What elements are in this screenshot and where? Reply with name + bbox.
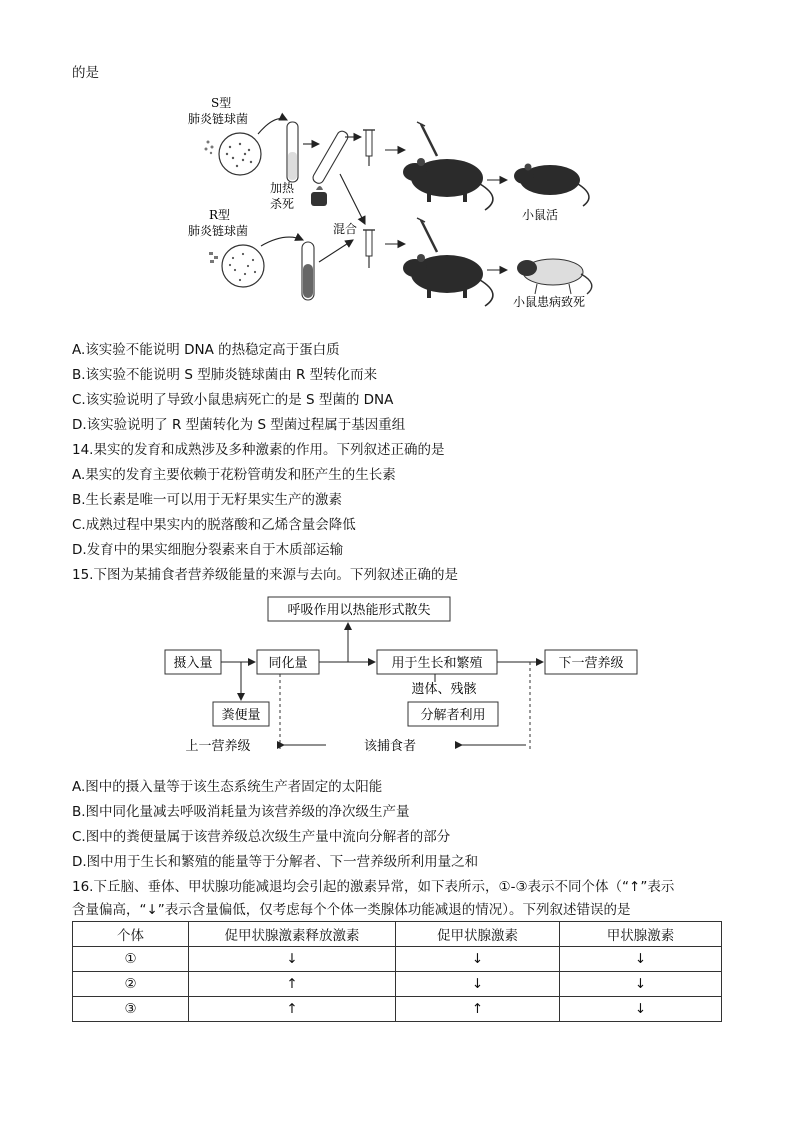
mix-label: 混合 xyxy=(333,222,358,236)
arrow-to-r-tube xyxy=(261,237,303,246)
s-strain-label-2: 肺炎链球菌 xyxy=(188,112,249,126)
q14-stem: 14.果实的发育和成熟涉及多种激素的作用。下列叙述正确的是 xyxy=(72,442,445,458)
table-header-row xyxy=(73,922,722,947)
q15-option-d: D.图中用于生长和繁殖的能量等于分解者、下一营养级所利用量之和 xyxy=(72,854,479,870)
syringe-1-icon xyxy=(363,130,375,166)
table-cell: ↓ xyxy=(560,997,722,1022)
heated-tube xyxy=(311,129,350,185)
q15-option-b: B.图中同化量减去呼吸消耗量为该营养级的净次级生产量 xyxy=(72,804,410,820)
s-colony-icon xyxy=(205,141,214,155)
q14-option-a: A.果实的发育主要依赖于花粉管萌发和胚产生的生长素 xyxy=(72,467,396,483)
mouse-2-icon xyxy=(403,254,493,306)
s-strain-label-1: S型 xyxy=(211,96,232,110)
table-row xyxy=(73,972,722,997)
table-cell: ↓ xyxy=(560,972,722,997)
r-strain-petri-dish xyxy=(222,245,264,287)
arrow-r-to-mix xyxy=(319,240,353,262)
heat-label-1: 加热 xyxy=(270,181,295,195)
q13-option-a: A.该实验不能说明 DNA 的热稳定高于蛋白质 xyxy=(72,342,340,358)
intake-label: 摄入量 xyxy=(173,656,213,671)
next-level-label: 下一营养级 xyxy=(558,656,624,671)
growth-box xyxy=(377,650,497,674)
table-header-cell: 促甲状腺激素 xyxy=(396,922,560,947)
feces-label: 粪便量 xyxy=(221,708,261,723)
q15-stem: 15.下图为某捕食者营养级能量的来源与去向。下列叙述正确的是 xyxy=(72,567,458,583)
r-culture-tube xyxy=(302,242,314,300)
table-cell: ↑ xyxy=(189,997,396,1022)
q13-option-c: C.该实验说明了导致小鼠患病死亡的是 S 型菌的 DNA xyxy=(72,392,394,408)
feces-box xyxy=(213,702,269,726)
syringe-2-icon xyxy=(363,230,375,268)
alive-mouse-icon xyxy=(514,164,589,207)
table-cell: ↓ xyxy=(560,947,722,972)
r-strain-label-1: R型 xyxy=(209,208,231,222)
respiration-box xyxy=(268,597,450,621)
table-row xyxy=(73,997,722,1022)
assimilation-box xyxy=(257,650,319,674)
table-cell: ↑ xyxy=(189,972,396,997)
heat-label-2: 杀死 xyxy=(270,197,295,211)
decomposer-label: 分解者利用 xyxy=(420,708,486,723)
table-header-cell: 甲状腺激素 xyxy=(560,922,722,947)
q16-stem-line-2: 含量偏高，“↓”表示含量偏低，仅考虑每个个体一类腺体功能减退的情况）。下列叙述错误的是 xyxy=(72,902,631,918)
table-header-cell: 个体 xyxy=(73,922,189,947)
q15-option-a: A.图中的摄入量等于该生态系统生产者固定的太阳能 xyxy=(72,779,383,795)
q14-option-b: B.生长素是唯一可以用于无籽果实生产的激素 xyxy=(72,492,343,508)
decomposer-box xyxy=(408,702,498,726)
table-cell: ② xyxy=(73,972,189,997)
alcohol-lamp-icon xyxy=(311,186,327,206)
table-cell: ③ xyxy=(73,997,189,1022)
s-strain-petri-dish xyxy=(219,133,261,175)
question-13-stem-tail: 的是 xyxy=(72,65,99,81)
intake-box xyxy=(165,650,221,674)
predator-label: 该捕食者 xyxy=(363,739,417,754)
table-header-cell: 促甲状腺激素释放激素 xyxy=(189,922,396,947)
next-level-box xyxy=(545,650,637,674)
r-strain-label-2: 肺炎链球菌 xyxy=(188,224,249,238)
table-row xyxy=(73,947,722,972)
remains-label: 遗体、残骸 xyxy=(411,682,477,697)
growth-label: 用于生长和繁殖 xyxy=(391,656,483,671)
mouse-dead-label: 小鼠患病致死 xyxy=(513,295,586,309)
q14-option-d: D.发育中的果实细胞分裂素来自于木质部运输 xyxy=(72,542,344,558)
table-cell: ↓ xyxy=(396,947,560,972)
dead-mouse-icon xyxy=(517,259,592,294)
q16-stem-line-1: 16.下丘脑、垂体、甲状腺功能减退均会引起的激素异常，如下表所示，①-③表示不同个体（“↑”表示 xyxy=(72,879,675,895)
mouse-1-icon xyxy=(403,158,493,210)
prev-level-label: 上一营养级 xyxy=(185,739,251,754)
r-colony-icon xyxy=(209,252,218,263)
table-cell: ↓ xyxy=(189,947,396,972)
q13-option-b: B.该实验不能说明 S 型肺炎链球菌由 R 型转化而来 xyxy=(72,367,378,383)
table-cell: ↓ xyxy=(396,972,560,997)
syringe-inject-1-icon xyxy=(417,122,437,156)
hormone-table xyxy=(72,921,722,1022)
s-culture-tube xyxy=(287,122,298,182)
syringe-inject-2-icon xyxy=(417,218,437,252)
assimilation-label: 同化量 xyxy=(268,656,308,671)
table-cell: ① xyxy=(73,947,189,972)
mouse-alive-label: 小鼠活 xyxy=(522,208,559,222)
griffith-experiment-figure xyxy=(185,92,615,322)
table-cell: ↑ xyxy=(396,997,560,1022)
arrow-to-mix xyxy=(340,174,365,224)
energy-flow-diagram xyxy=(160,592,650,762)
respiration-label: 呼吸作用以热能形式散失 xyxy=(287,603,431,618)
q14-option-c: C.成熟过程中果实内的脱落酸和乙烯含量会降低 xyxy=(72,517,356,533)
arrow-to-s-tube xyxy=(258,119,287,134)
q13-option-d: D.该实验说明了 R 型菌转化为 S 型菌过程属于基因重组 xyxy=(72,417,406,433)
q15-option-c: C.图中的粪便量属于该营养级总次级生产量中流向分解者的部分 xyxy=(72,829,451,845)
